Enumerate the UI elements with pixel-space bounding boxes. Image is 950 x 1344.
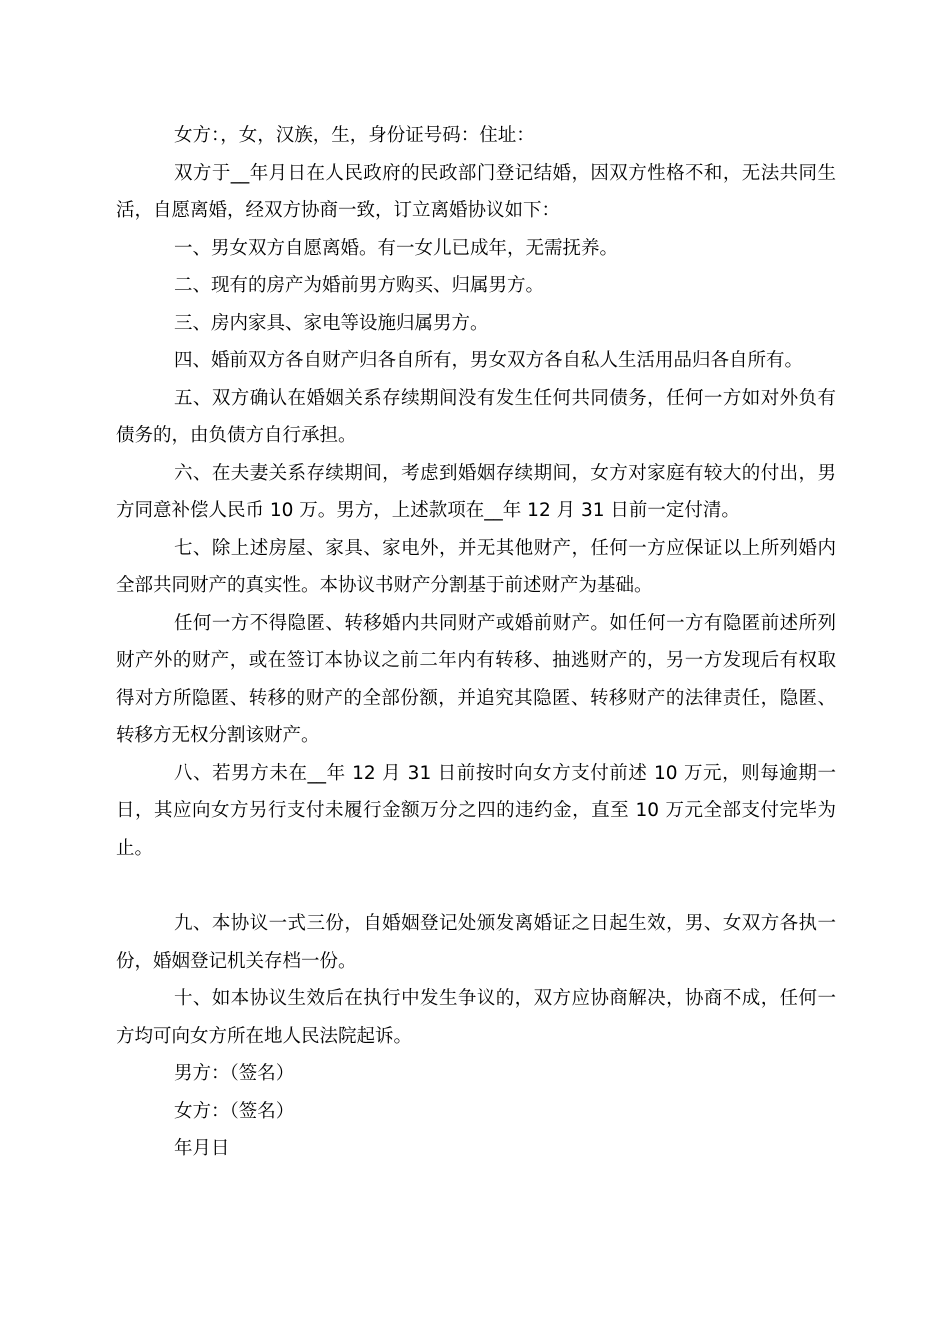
marriage-registration-paragraph: 双方于__年月日在人民政府的民政部门登记结婚，因双方性格不和，无法共同生活，自愿离婚，经双方协商一致，订立离婚协议如下： bbox=[116, 162, 836, 221]
concealment-paragraph: 任何一方不得隐匿、转移婚内共同财产或婚前财产。如任何一方有隐匿前述所列财产外的财产，或在签订本协议之前二年内有转移、抽逃财产的，另一方发现后有权取得对方所隐匿、转移的财产的全部份额，并追究其隐匿、转移财产的法律责任，隐匿、转移方无权分割该财产。 bbox=[116, 612, 836, 746]
clause-2: 二、现有的房产为婚前男方购买、归属男方。 bbox=[174, 275, 545, 296]
clause-10: 十、如本协议生效后在执行中发生争议的，双方应协商解决，协商不成，任何一方均可向女方所在地人民法院起诉。 bbox=[116, 988, 836, 1047]
agreement-body bbox=[116, 117, 836, 1168]
blank-line bbox=[116, 867, 836, 905]
clause-5: 五、双方确认在婚姻关系存续期间没有发生任何共同债务，任何一方如对外负有债务的，由负债方自行承担。 bbox=[116, 387, 836, 446]
clause-7: 七、除上述房屋、家具、家电外，并无其他财产，任何一方应保证以上所列婚内全部共同财产的真实性。本协议书财产分割基于前述财产为基础。 bbox=[116, 537, 836, 596]
clause-8: 八、若男方未在__年 12 月 31 日前按时向女方支付前述 10 万元，则每逾期一日，其应向女方另行支付未履行金额万分之四的违约金，直至 10 万元全部支付完毕为止。 bbox=[116, 762, 836, 859]
party-female-info: 女方：，女，汉族，生，身份证号码：住址： bbox=[174, 125, 535, 146]
male-signature-line: 男方：（签名） bbox=[174, 1063, 295, 1084]
clause-9: 九、本协议一式三份，自婚姻登记处颁发离婚证之日起生效，男、女双方各执一份，婚姻登记机关存档一份。 bbox=[116, 913, 836, 972]
date-line: 年月日 bbox=[174, 1138, 230, 1159]
female-signature-line: 女方：（签名） bbox=[174, 1100, 295, 1122]
clause-1: 一、男女双方自愿离婚。有一女儿已成年，无需抚养。 bbox=[174, 237, 619, 259]
clause-6: 六、在夫妻关系存续期间，考虑到婚姻存续期间，女方对家庭有较大的付出，男方同意补偿人民币 10 万。男方，上述款项在__年 12 月 31 日前一定付清。 bbox=[116, 462, 836, 521]
clause-3: 三、房内家具、家电等设施归属男方。 bbox=[174, 312, 489, 334]
clause-4: 四、婚前双方各自财产归各自所有，男女双方各自私人生活用品归各自所有。 bbox=[174, 350, 804, 371]
